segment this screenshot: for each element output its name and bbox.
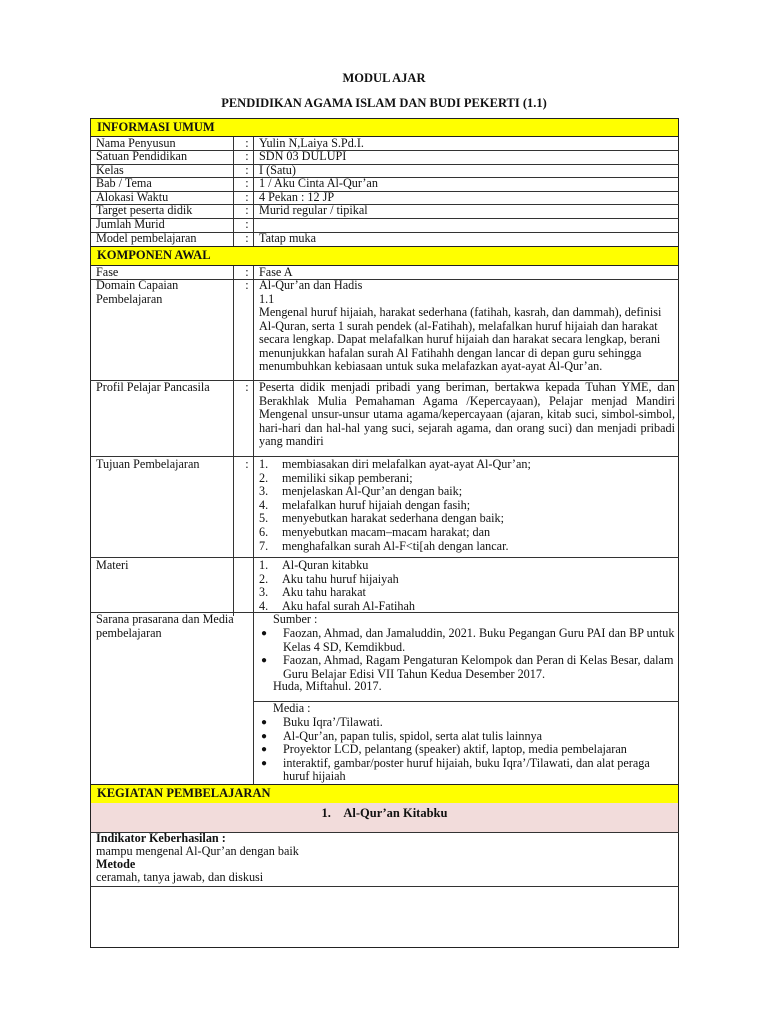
info-colon: : [245,163,249,177]
info-label-nama-penyusun: Nama Penyusun [96,136,176,150]
info-value-satuan-pendidikan: SDN 03 DULUPI [259,149,347,163]
metode-label: Metode [96,857,136,871]
list-item: 5. menyebutkan harakat sederhana dengan baik; [259,511,504,526]
list-item: ● Faozan, Ahmad, dan Jamaluddin, 2021. Buku Pegangan Guru PAI dan BP untuk Kelas 4 SD, Kemdikbud. [261,626,675,654]
profil-colon: : [245,380,249,394]
info-colon: : [245,190,249,204]
indikator-label: Indikator Keberhasilan : [96,831,226,845]
info-value-kelas: I (Satu) [259,163,296,177]
list-item: 3. Aku tahu harakat [259,585,366,600]
list-item: 1. Al-Quran kitabku [259,558,369,572]
media-list-container [259,716,675,784]
materi-label: Materi [96,558,129,572]
info-colon: : [245,149,249,163]
list-item: 6. menyebutkan macam–macam harakat; dan [259,524,491,539]
column-divider [253,266,254,616]
list-item: ● interaktif, gambar/poster huruf hijaiah, buku Iqra’/Tilawati, dan alat peraga huruf hijaiah [261,755,650,784]
list-item: 4. Aku hafal surah Al-Fatihah [259,598,416,613]
info-colon: : [245,136,249,150]
info-value-bab-tema: 1 / Aku Cinta Al-Qur’an [259,176,378,190]
list-item: 1. membiasakan diri melafalkan ayat-ayat Al-Qur’an; [259,457,531,471]
list-item: 3. menjelaskan Al-Qur’an dengan baik; [259,484,463,499]
column-divider [253,612,254,785]
domain-colon: : [245,278,249,292]
info-value-target-peserta: Murid regular / tipikal [259,203,368,217]
domain-line1: Al-Qur’an dan Hadis [259,278,363,292]
profil-pelajar-value: Peserta didik menjadi pribadi yang beriman, bertakwa kepada Tuhan YME, dan Berakhlak Mulia Pemahaman Agama /Kepercayaan), Pelajar menjad Mandiri Mengenal unsur-unsur utama agama/kepercayaan (ajaran, kitab suci, simbol-simbol, hari-hari dan hal-hal yang suci, sejarah agama, dan orang suci) dan menjadi pribadi yang mandiri [259,380,675,449]
list-item: 2. Aku tahu huruf hijaiyah [259,571,399,586]
sumber-list-container [259,627,675,681]
info-colon: : [245,176,249,190]
info-label-kelas: Kelas [96,163,124,177]
row-divider [90,886,679,887]
sumber-title: Sumber : [273,612,318,626]
profil-pelajar-label: Profil Pelajar Pancasila [96,380,210,394]
info-colon: : [245,217,249,231]
list-item: ● Proyektor LCD, pelantang (speaker) aktif, laptop, media pembelajaran [261,742,627,757]
list-item: 2. memiliki sikap pemberani; [259,470,413,485]
document-subtitle: PENDIDIKAN AGAMA ISLAM DAN BUDI PEKERTI (1.1) [221,96,547,110]
info-label-satuan-pendidikan: Satuan Pendidikan [96,149,188,163]
section-header-komponen-awal: KOMPONEN AWAL [91,246,678,266]
fase-value: Fase A [259,265,293,279]
info-colon: : [245,231,249,245]
list-item: 7. menghafalkan surah Al-F<ti[ah dengan lancar. [259,538,509,553]
info-value-alokasi-waktu: 4 Pekan : 12 JP [259,190,335,204]
media-title: Media : [273,701,311,715]
metode-value: ceramah, tanya jawab, dan diskusi [96,870,264,884]
info-colon: : [245,203,249,217]
row-divider [90,557,679,558]
materi-list-container [259,559,675,613]
sumber-extra: Huda, Miftahul. 2017. [273,679,382,693]
list-item: 4. melafalkan huruf hijaiah dengan fasih; [259,497,471,512]
section-header-informasi-umum: INFORMASI UMUM [91,118,678,137]
tujuan-label: Tujuan Pembelajaran [96,457,200,471]
fase-label: Fase [96,265,119,279]
info-label-model-pembelajaran: Model pembelajaran [96,231,197,245]
subsection-title: 1. Al-Qur’an Kitabku [321,806,448,820]
materi-list [259,559,675,613]
sarana-label: Sarana prasarana dan Media pembelajaran [96,612,234,640]
cell-divider [253,701,679,702]
sumber-list [259,627,675,681]
media-list [259,716,675,784]
domain-description: Mengenal huruf hijaiah, harakat sederhana (fatihah, kasrah, dan dammah), definisi Al-Quran, serta 1 surah pendek (al-Fatihah), melafalkan huruf hijaiah dan harakat secara lengkap. Dapat melafalkan huruf hijaiah dan harakat secara lengkap, berani menunjukkan hafalan surah Al Fatihahh dengan lancar di depan guru sehingga menumbuhkan kebiasaan untuk suka melafazkan ayat-ayat Al-Qur’an. [259,305,662,374]
tujuan-list-container [259,458,675,553]
info-label-alokasi-waktu: Alokasi Waktu [96,190,169,204]
list-item: ● Al-Qur’an, papan tulis, spidol, serta alat tulis lainnya [261,728,543,743]
fase-colon: : [245,265,249,279]
list-item: ● Faozan, Ahmad, Ragam Pengaturan Kelompok dan Peran di Kelas Besar, dalam Guru Belajar Edisi VII Tahun Kedua Desember 2017. [261,653,674,681]
info-value-nama-penyusun: Yulin N,Laiya S.Pd.I. [259,136,364,150]
list-item: ● Buku Iqra’/Tilawati. [261,715,383,729]
indikator-value: mampu mengenal Al-Qur’an dengan baik [96,844,299,858]
info-label-target-peserta: Target peserta didik [96,203,193,217]
document-title: MODUL AJAR [342,71,426,85]
domain-line2: 1.1 [259,292,275,306]
info-label-bab-tema: Bab / Tema [96,176,152,190]
info-label-jumlah-murid: Jumlah Murid [96,217,165,231]
tujuan-colon: : [245,457,249,471]
tujuan-list [259,458,675,553]
domain-capaian-label: Domain Capaian Pembelajaran [96,278,179,306]
info-value-model-pembelajaran: Tatap muka [259,231,317,245]
section-header-kegiatan: KEGIATAN PEMBELAJARAN [91,784,678,804]
